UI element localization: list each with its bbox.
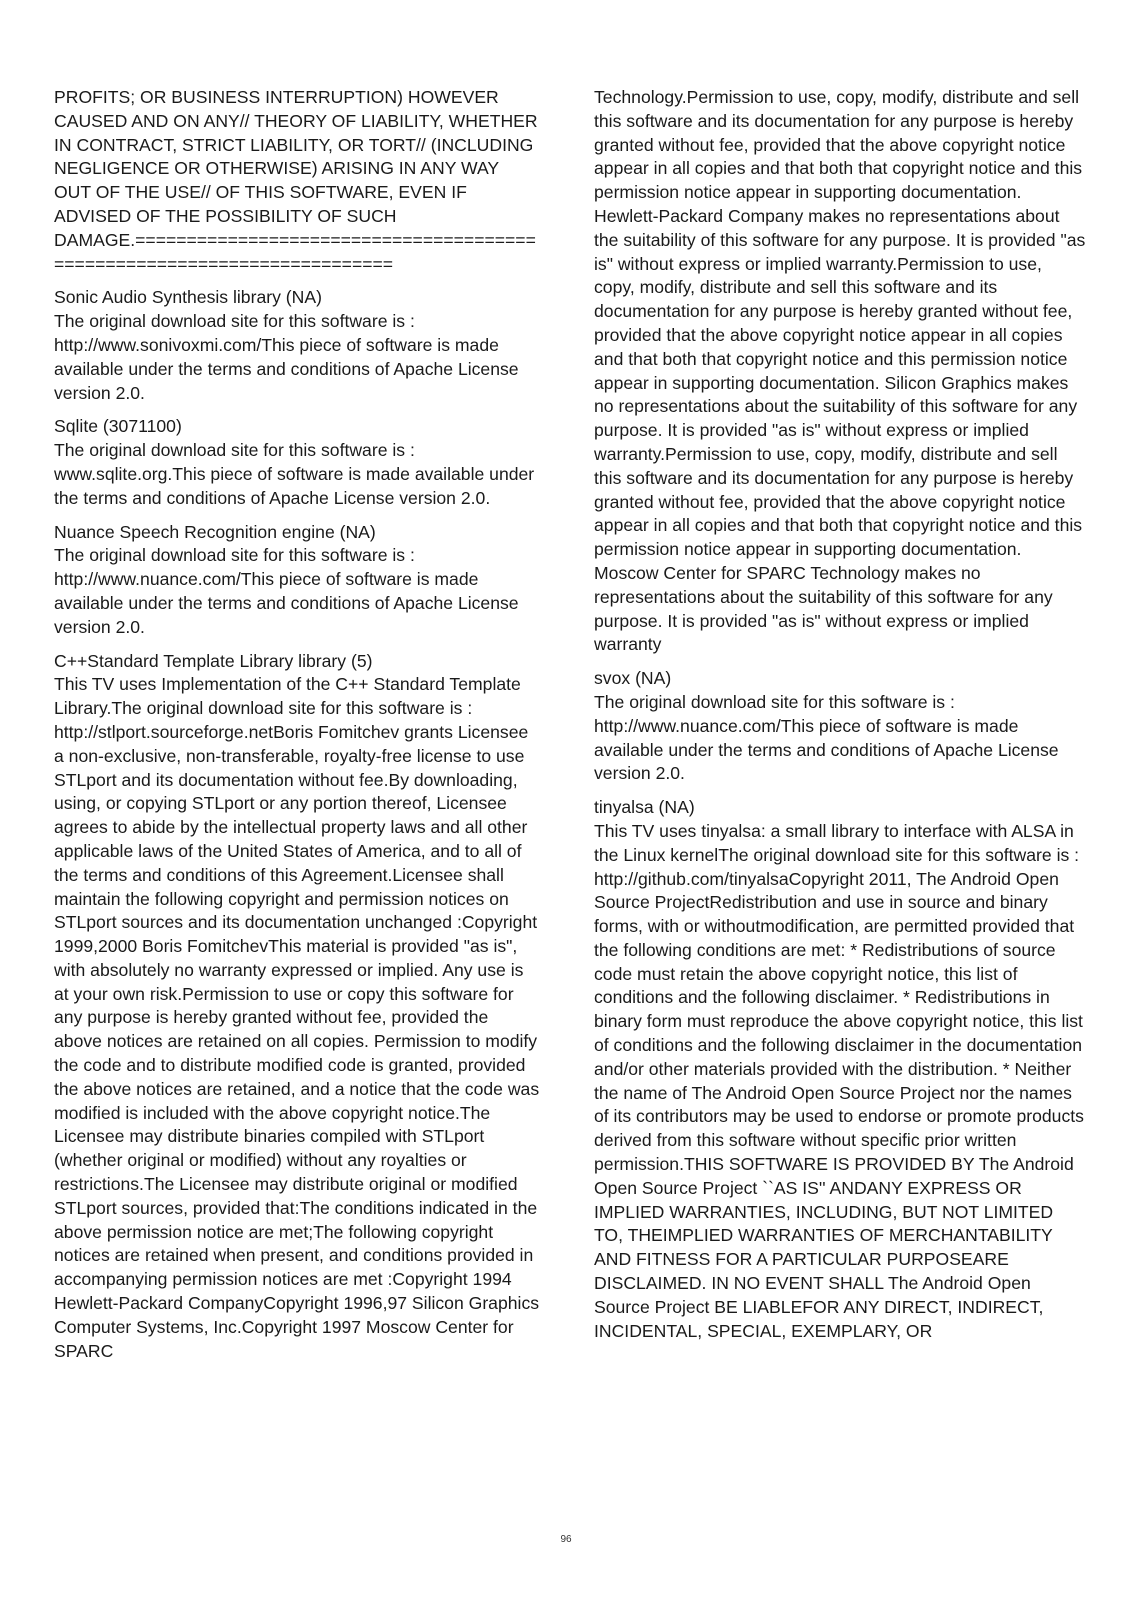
license-paragraph [594,86,1086,657]
page-number: 96 [560,1534,572,1545]
entry-title: tinyalsa (NA) [594,797,695,818]
license-entry-tinyalsa [594,796,1086,1343]
entry-text: The original download site for this software is : http://www.nuance.com/This piece of software is made available under the terms and conditions of Apache License version 2.0. [54,545,519,637]
entry-text: The original download site for this software is : http://www.nuance.com/This piece of software is made available under the terms and conditions of Apache License version 2.0. [594,691,1059,784]
entry-title: Sqlite (3071100) [54,416,182,437]
paragraph-text: PROFITS; OR BUSINESS INTERRUPTION) HOWEVER CAUSED AND ON ANY// THEORY OF LIABILITY, WHETHER IN CONTRACT, STRICT LIABILITY, OR TORT// (INCLUDING NEGLIGENCE OR OTHERWISE) ARISING IN ANY WAY OUT OF THE USE// OF THIS SOFTWARE, EVEN IF ADVISED OF THE POSSIBILITY OF SUCH DAMAGE.======================================================================== [54,87,538,274]
license-entry-svox [594,667,1086,786]
entry-text: This TV uses tinyalsa: a small library to interface with ALSA in the Linux kernelThe original download site for this software is : http://github.com/tinyalsaCopyright 2011, The Android Open Source ProjectRedistribution and use in source and binary forms, with or withoutmodification, are permitted provided that the following conditions are met: * Redistributions of source code must retain the above copyright notice, this list of conditions and the following disclaimer. * Redistributions in binary form must reproduce the above copyright notice, this list of conditions and the following disclaimer in the documentation and/or other materials provided with the distribution. * Neither the name of The Android Open Source Project nor the names of its contributors may be used to endorse or promote products derived from this software without specific prior written permission.THIS SOFTWARE IS PROVIDED BY The Android Open Source Project ``AS IS'' ANDANY EXPRESS OR IMPLIED WARRANTIES, INCLUDING, BUT NOT LIMITED TO, THEIMPLIED WARRANTIES OF MERCHANTABILITY AND FITNESS FOR A PARTICULAR PURPOSEARE DISCLAIMED. IN NO EVENT SHALL The Android Open Source Project BE LIABLEFOR ANY DIRECT, INDIRECT, INCIDENTAL, SPECIAL, EXEMPLARY, OR [594,820,1084,1341]
license-entry-sqlite [54,415,540,510]
entry-title: Nuance Speech Recognition engine (NA) [54,521,376,542]
entry-text: This TV uses Implementation of the C++ Standard Template Library.The original download site for this software is : http://stlport.sourceforge.netBoris Fomitchev grants Licensee a non-exclusive, non-transferable, royalty-free license to use STLport and its documentation without fee.By downloading, using, or copying STLport or any portion thereof, Licensee agrees to abide by the intellectual property laws and all other applicable laws of the United States of America, and to all of the terms and conditions of this Agreement.Licensee shall maintain the following copyright and permission notices on STLport sources and its documentation unchanged :Copyright 1999,2000 Boris FomitchevThis material is provided "as is", with absolutely no warranty expressed or implied. Any use is at your own risk.Permission to use or copy this software for any purpose is hereby granted without fee, provided the above notices are retained on all copies. Permission to modify the code and to distribute modified code is granted, provided the above notices are retained, and a notice that the code was modified is included with the above copyright notice.The Licensee may distribute binaries compiled with STLport (whether original or modified) without any royalties or restrictions.The Licensee may distribute original or modified STLport sources, provided that:The conditions indicated in the above permission notice are met;The following copyright notices are retained when present, and conditions provided in accompanying permission notices are met :Copyright 1994 Hewlett-Packard CompanyCopyright 1996,97 Silicon Graphics Computer Systems, Inc.Copyright 1997 Moscow Center for SPARC [54,674,540,1361]
entry-text: The original download site for this software is : http://www.sonivoxmi.com/This piece of software is made available under the terms and conditions of Apache License version 2.0. [54,311,519,403]
license-entry-sonic-audio [54,286,540,405]
right-column [594,86,1086,1353]
entry-title: Sonic Audio Synthesis library (NA) [54,287,322,308]
license-paragraph [54,86,540,276]
license-entry-nuance [54,521,540,640]
entry-text: The original download site for this software is : www.sqlite.org.This piece of software is made available under the terms and conditions of Apache License version 2.0. [54,440,535,508]
left-column [54,86,540,1373]
entry-title: svox (NA) [594,668,672,689]
paragraph-text: Technology.Permission to use, copy, modify, distribute and sell this software and its documentation for any purpose is hereby granted without fee, provided that the above copyright notice appear in all copies and that both that copyright notice and this permission notice appear in supporting documentation. Hewlett-Packard Company makes no representations about the suitability of this software for any purpose. It is provided "as is" without express or implied warranty.Permission to use, copy, modify, distribute and sell this software and its documentation for any purpose is hereby granted without fee, provided that the above copyright notice appear in all copies and that both that copyright notice and this permission notice appear in supporting documentation. Silicon Graphics makes no representations about the suitability of this software for any purpose. It is provided "as is" without express or implied warranty.Permission to use, copy, modify, distribute and sell this software and its documentation for any purpose is hereby granted without fee, provided that the above copyright notice appear in all copies and that both that copyright notice and this permission notice appear in supporting documentation. Moscow Center for SPARC Technology makes no representations about the suitability of this software for any purpose. It is provided "as is" without express or implied warranty [594,87,1086,655]
license-entry-stl [54,650,540,1364]
entry-title: C++Standard Template Library library (5) [54,650,373,671]
